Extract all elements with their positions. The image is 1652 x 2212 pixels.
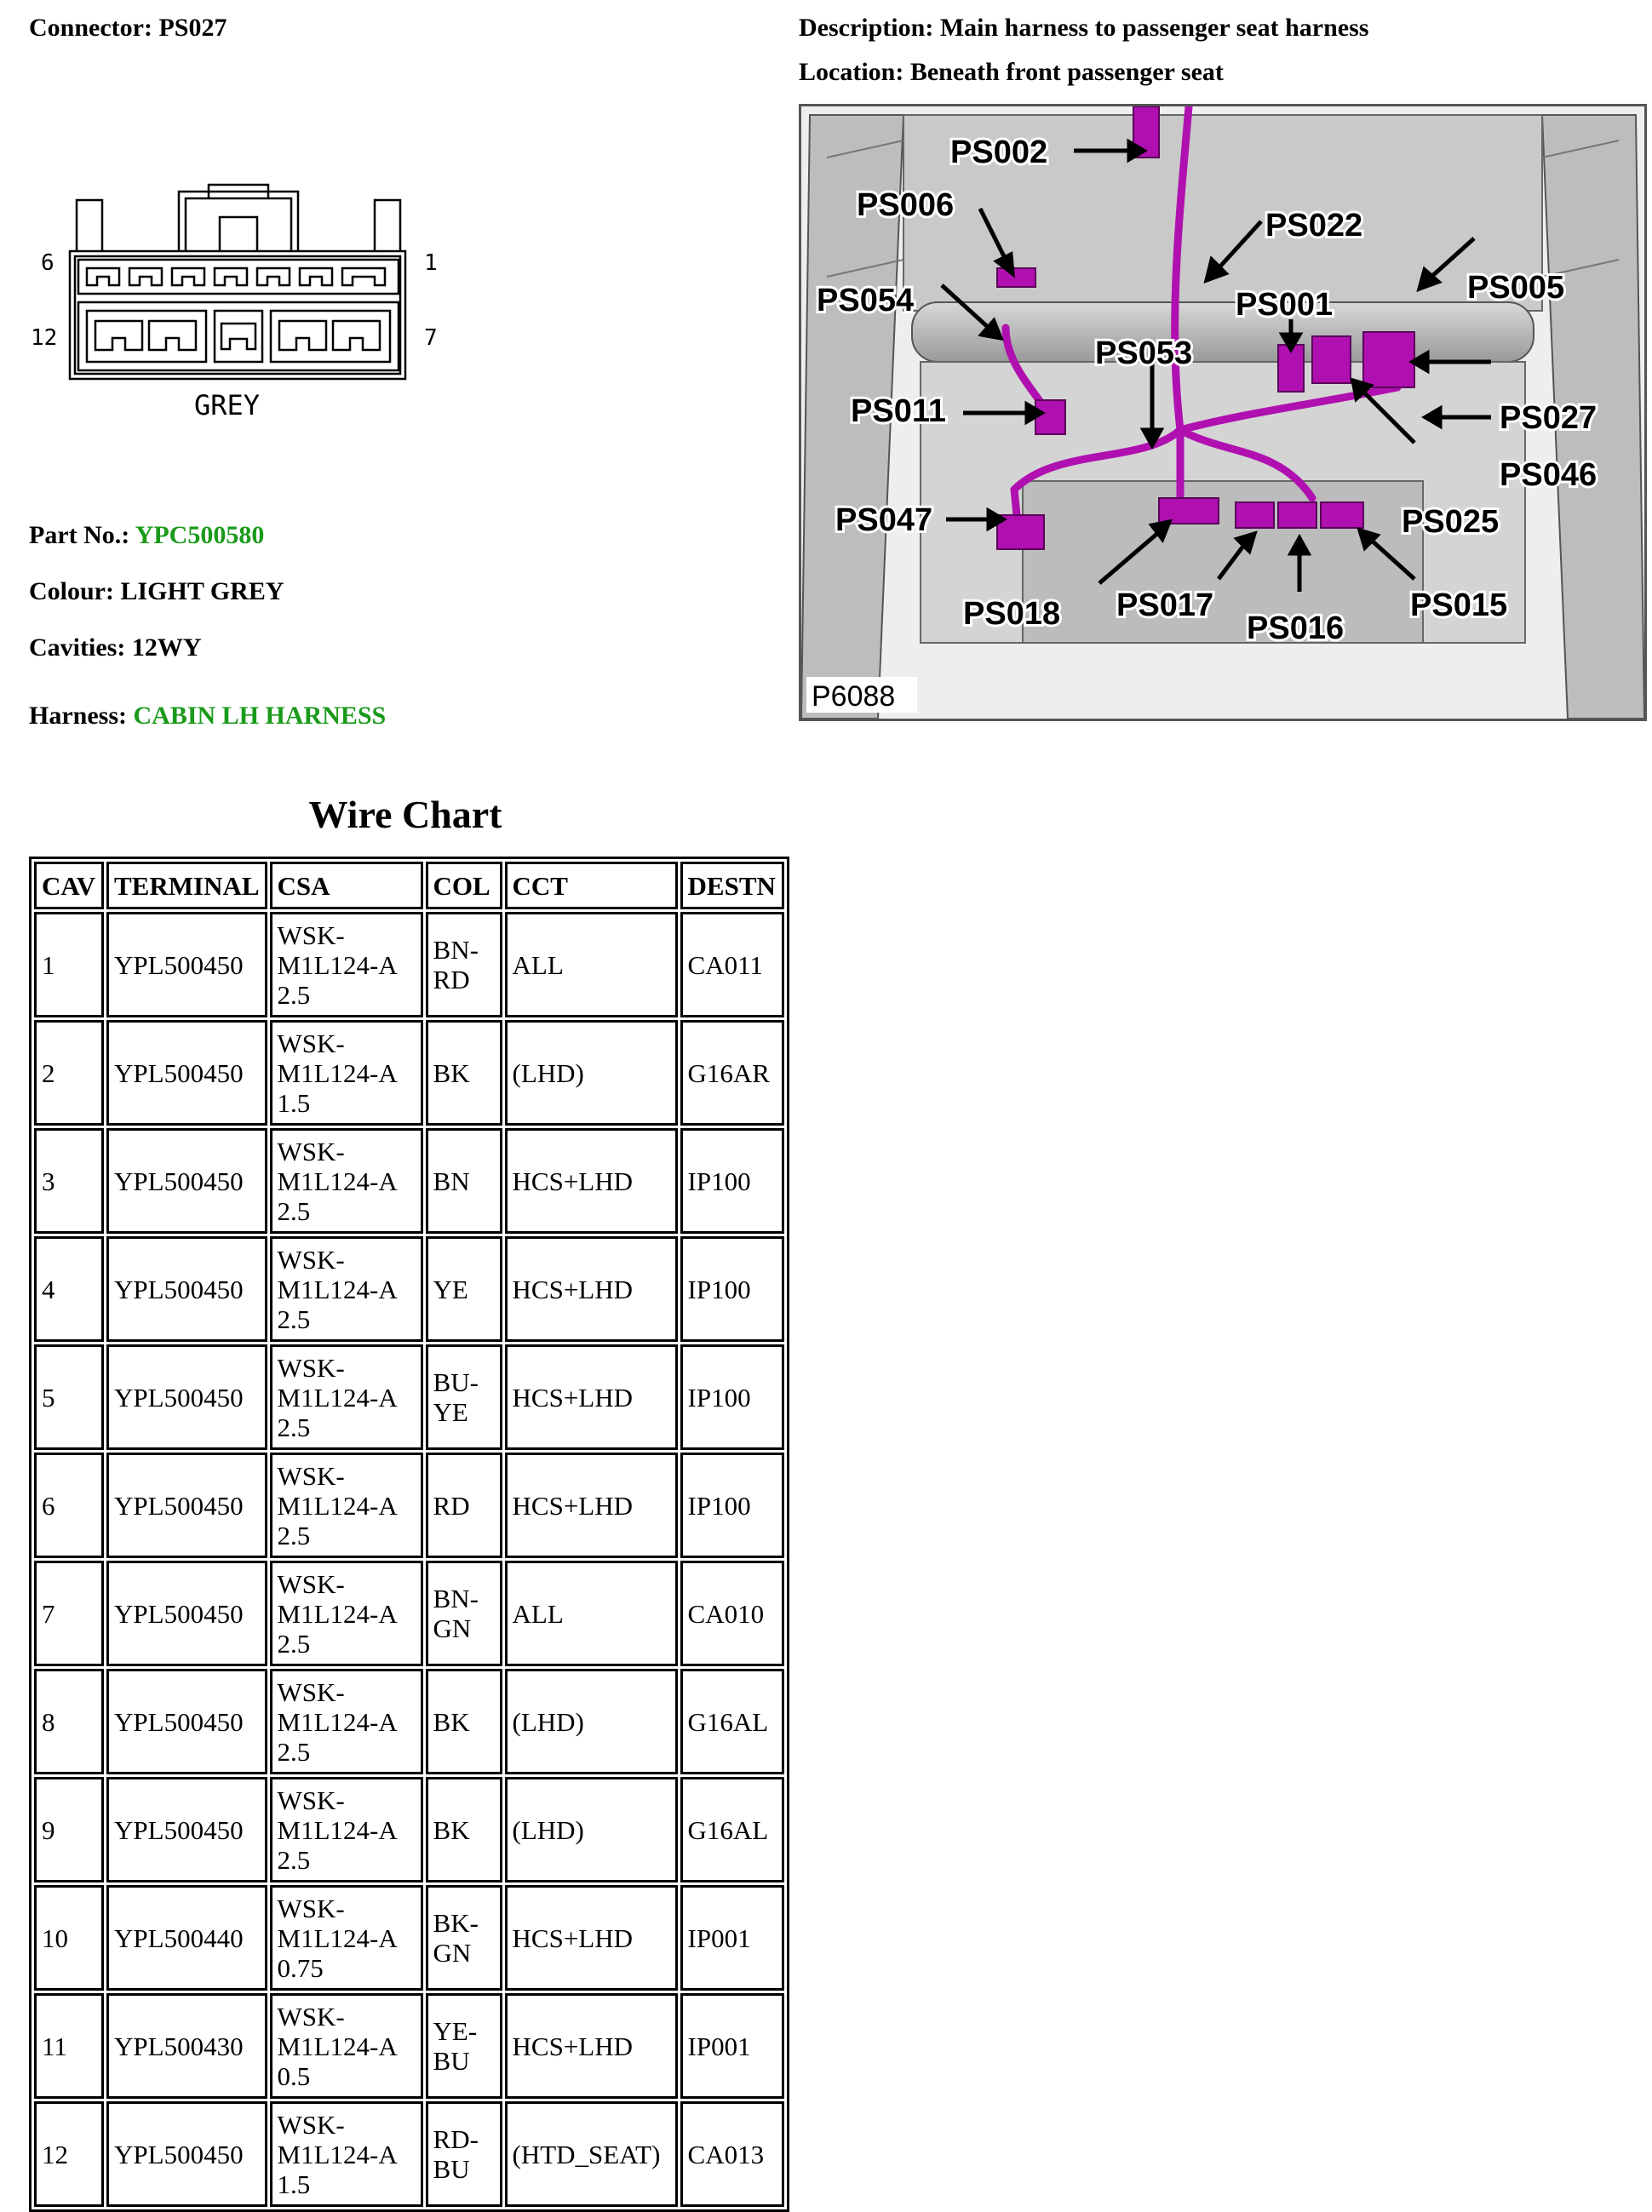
cell-terminal: YPL500450 bbox=[106, 1344, 267, 1450]
cell-cct: ALL bbox=[505, 1561, 678, 1666]
csa-line: WSK- bbox=[277, 1244, 345, 1275]
cell-col bbox=[426, 1020, 502, 1126]
cell-terminal: YPL500450 bbox=[106, 1453, 267, 1558]
cell-cct: (LHD) bbox=[505, 1669, 678, 1774]
callout-ps016: PS016 bbox=[1247, 610, 1345, 646]
pin-label-1: 1 bbox=[424, 250, 438, 276]
cell-col bbox=[426, 1128, 502, 1234]
cell-cct: (LHD) bbox=[505, 1020, 678, 1126]
csa-line: WSK- bbox=[277, 1676, 345, 1707]
csa-line: M1L124-A bbox=[277, 1598, 398, 1629]
description-heading bbox=[799, 14, 1368, 43]
cell-cav: 2 bbox=[34, 1020, 104, 1126]
csa-line: 2.5 bbox=[277, 979, 311, 1010]
header-cav: CAV bbox=[34, 862, 104, 909]
csa-line: WSK- bbox=[277, 1785, 345, 1815]
callout-ps046: PS046 bbox=[1500, 457, 1598, 493]
table-row bbox=[34, 1777, 784, 1882]
table-row bbox=[34, 912, 784, 1017]
cell-cct: (LHD) bbox=[505, 1777, 678, 1882]
csa-line: WSK- bbox=[277, 1136, 345, 1166]
callout-ps054: PS054 bbox=[817, 283, 915, 318]
wire-chart-body bbox=[34, 912, 784, 2207]
callout-ps011: PS011 bbox=[851, 393, 946, 429]
col-line: BU bbox=[433, 2046, 470, 2076]
cell-col bbox=[426, 1993, 502, 2099]
pin-label-7: 7 bbox=[424, 325, 438, 351]
callout-ps018: PS018 bbox=[963, 596, 1061, 632]
part-no-line bbox=[29, 521, 264, 550]
connector-id: PS027 bbox=[158, 14, 227, 42]
table-row bbox=[34, 1020, 784, 1126]
colour-line bbox=[29, 577, 284, 606]
csa-line: 1.5 bbox=[277, 2169, 311, 2199]
csa-line: M1L124-A bbox=[277, 2031, 398, 2061]
cell-destn: IP100 bbox=[680, 1236, 784, 1342]
table-row bbox=[34, 1453, 784, 1558]
pin-label-6: 6 bbox=[41, 250, 54, 276]
cell-col bbox=[426, 912, 502, 1017]
cell-cav: 10 bbox=[34, 1885, 104, 1991]
pin-label-12: 12 bbox=[31, 325, 58, 351]
csa-line: M1L124-A bbox=[277, 949, 398, 980]
csa-line: WSK- bbox=[277, 2001, 345, 2031]
cell-cav: 1 bbox=[34, 912, 104, 1017]
table-row bbox=[34, 2101, 784, 2207]
csa-line: WSK- bbox=[277, 1893, 345, 1923]
cell-cct: HCS+LHD bbox=[505, 1128, 678, 1234]
col-line: YE bbox=[433, 1397, 468, 1427]
cell-cct: HCS+LHD bbox=[505, 1344, 678, 1450]
harness-label: Harness: bbox=[29, 702, 127, 730]
col-line: BK bbox=[433, 1706, 470, 1737]
cell-destn: IP100 bbox=[680, 1453, 784, 1558]
col-line: BN- bbox=[433, 1584, 479, 1613]
cell-cav: 9 bbox=[34, 1777, 104, 1882]
cell-terminal: YPL500450 bbox=[106, 1561, 267, 1666]
cavities-line bbox=[29, 633, 201, 662]
csa-line: 2.5 bbox=[277, 1304, 311, 1334]
cell-col bbox=[426, 1236, 502, 1342]
location-heading bbox=[799, 58, 1224, 87]
cell-cav: 6 bbox=[34, 1453, 104, 1558]
callout-ps047: PS047 bbox=[835, 502, 933, 538]
cell-col bbox=[426, 1885, 502, 1991]
cell-col bbox=[426, 1561, 502, 1666]
csa-line: WSK- bbox=[277, 920, 345, 950]
cell-terminal: YPL500450 bbox=[106, 1669, 267, 1774]
cell-destn: IP001 bbox=[680, 1885, 784, 1991]
table-row bbox=[34, 1344, 784, 1450]
cell-terminal: YPL500450 bbox=[106, 1020, 267, 1126]
csa-line: M1L124-A bbox=[277, 1923, 398, 1953]
csa-line: 0.5 bbox=[277, 2060, 311, 2091]
connector-label: Connector: bbox=[29, 14, 152, 42]
cell-destn: G16AL bbox=[680, 1777, 784, 1882]
cell-cct: HCS+LHD bbox=[505, 1993, 678, 2099]
cavities-value: 12WY bbox=[131, 633, 202, 662]
header-csa: CSA bbox=[270, 862, 423, 909]
cavities-label: Cavities: bbox=[29, 633, 126, 662]
header-destn: DESTN bbox=[680, 862, 784, 909]
harness-line bbox=[29, 702, 386, 731]
callout-ps001: PS001 bbox=[1236, 287, 1334, 323]
callout-ps005: PS005 bbox=[1467, 270, 1565, 306]
col-line: BK- bbox=[433, 1908, 479, 1938]
cell-col bbox=[426, 1453, 502, 1558]
location-label: Location: bbox=[799, 58, 904, 86]
cell-terminal: YPL500450 bbox=[106, 1777, 267, 1882]
col-line: BN- bbox=[433, 935, 479, 965]
csa-line: 2.5 bbox=[277, 1844, 311, 1875]
cell-csa bbox=[270, 1993, 423, 2099]
harness-link[interactable]: CABIN LH HARNESS bbox=[133, 702, 387, 730]
col-line: YE bbox=[433, 1274, 468, 1304]
col-line: BU- bbox=[433, 1367, 479, 1397]
wire-chart-table bbox=[29, 857, 789, 2212]
table-row bbox=[34, 1993, 784, 2099]
col-line: GN bbox=[433, 1613, 472, 1643]
cell-csa bbox=[270, 1236, 423, 1342]
wire-chart-header-row bbox=[34, 862, 784, 909]
cell-csa bbox=[270, 1885, 423, 1991]
cell-destn: CA011 bbox=[680, 912, 784, 1017]
csa-line: WSK- bbox=[277, 1568, 345, 1599]
cell-cav: 7 bbox=[34, 1561, 104, 1666]
cell-cav: 5 bbox=[34, 1344, 104, 1450]
cell-destn: IP100 bbox=[680, 1128, 784, 1234]
table-row bbox=[34, 1128, 784, 1234]
cell-destn: G16AL bbox=[680, 1669, 784, 1774]
col-line: BK bbox=[433, 1814, 470, 1845]
colour-label: Colour: bbox=[29, 577, 114, 605]
connector-heading bbox=[29, 14, 227, 43]
table-row bbox=[34, 1561, 784, 1666]
part-no-link[interactable]: YPC500580 bbox=[135, 521, 265, 549]
cell-cav: 11 bbox=[34, 1993, 104, 2099]
cell-terminal: YPL500440 bbox=[106, 1885, 267, 1991]
cell-destn: IP100 bbox=[680, 1344, 784, 1450]
csa-line: 2.5 bbox=[277, 1520, 311, 1550]
col-line: GN bbox=[433, 1938, 472, 1968]
cell-col bbox=[426, 1777, 502, 1882]
callout-ps025: PS025 bbox=[1402, 504, 1500, 540]
csa-line: M1L124-A bbox=[277, 1382, 398, 1413]
csa-line: WSK- bbox=[277, 1352, 345, 1383]
col-line: BN bbox=[433, 1166, 470, 1196]
cell-cav: 4 bbox=[34, 1236, 104, 1342]
cell-cav: 12 bbox=[34, 2101, 104, 2207]
callout-ps002: PS002 bbox=[950, 135, 1048, 170]
cell-destn: G16AR bbox=[680, 1020, 784, 1126]
cell-csa bbox=[270, 1344, 423, 1450]
cell-destn: CA010 bbox=[680, 1561, 784, 1666]
callout-ps027: PS027 bbox=[1500, 400, 1598, 436]
header-col: COL bbox=[426, 862, 502, 909]
location-photo bbox=[799, 104, 1647, 721]
part-no-label: Part No.: bbox=[29, 521, 130, 549]
header-terminal: TERMINAL bbox=[106, 862, 267, 909]
csa-line: WSK- bbox=[277, 2109, 345, 2140]
csa-line: M1L124-A bbox=[277, 1166, 398, 1196]
col-line: RD- bbox=[433, 2124, 479, 2154]
cell-cct: ALL bbox=[505, 912, 678, 1017]
location-value: Beneath front passenger seat bbox=[909, 58, 1224, 86]
csa-line: WSK- bbox=[277, 1460, 345, 1491]
cell-csa bbox=[270, 1561, 423, 1666]
col-line: YE- bbox=[433, 2016, 478, 2046]
cell-csa bbox=[270, 1453, 423, 1558]
col-line: RD bbox=[433, 965, 470, 994]
csa-line: M1L124-A bbox=[277, 1706, 398, 1737]
cell-csa bbox=[270, 1669, 423, 1774]
cell-col bbox=[426, 1344, 502, 1450]
cell-cct: (HTD_SEAT) bbox=[505, 2101, 678, 2207]
csa-line: M1L124-A bbox=[277, 1490, 398, 1521]
cell-terminal: YPL500450 bbox=[106, 912, 267, 1017]
cell-terminal: YPL500450 bbox=[106, 2101, 267, 2207]
cell-csa bbox=[270, 1128, 423, 1234]
col-line: BU bbox=[433, 2154, 470, 2184]
csa-line: M1L124-A bbox=[277, 1057, 398, 1088]
csa-line: 2.5 bbox=[277, 1412, 311, 1442]
callout-ps022: PS022 bbox=[1265, 208, 1363, 244]
cell-destn: IP001 bbox=[680, 1993, 784, 2099]
csa-line: 2.5 bbox=[277, 1195, 311, 1226]
figure-id: P6088 bbox=[812, 680, 896, 713]
connector-face-diagram bbox=[26, 175, 451, 430]
csa-line: M1L124-A bbox=[277, 1814, 398, 1845]
colour-value: LIGHT GREY bbox=[120, 577, 284, 605]
col-line: BK bbox=[433, 1057, 470, 1088]
description-value: Main harness to passenger seat harness bbox=[939, 14, 1369, 42]
housing-colour-label: GREY bbox=[194, 389, 261, 421]
cell-cct: HCS+LHD bbox=[505, 1453, 678, 1558]
callout-ps053: PS053 bbox=[1095, 335, 1193, 371]
callout-ps017: PS017 bbox=[1116, 587, 1214, 623]
description-label: Description: bbox=[799, 14, 934, 42]
cell-cct: HCS+LHD bbox=[505, 1236, 678, 1342]
cell-csa bbox=[270, 912, 423, 1017]
cell-csa bbox=[270, 1777, 423, 1882]
cell-cct: HCS+LHD bbox=[505, 1885, 678, 1991]
csa-line: 0.75 bbox=[277, 1952, 324, 1983]
cell-csa bbox=[270, 1020, 423, 1126]
cell-cav: 3 bbox=[34, 1128, 104, 1234]
cell-terminal: YPL500430 bbox=[106, 1993, 267, 2099]
csa-line: WSK- bbox=[277, 1028, 345, 1058]
seat-illustration bbox=[801, 106, 1644, 719]
csa-line: M1L124-A bbox=[277, 1274, 398, 1304]
cell-col bbox=[426, 2101, 502, 2207]
cell-cav: 8 bbox=[34, 1669, 104, 1774]
csa-line: 2.5 bbox=[277, 1628, 311, 1659]
table-row bbox=[34, 1669, 784, 1774]
cell-terminal: YPL500450 bbox=[106, 1236, 267, 1342]
cell-csa bbox=[270, 2101, 423, 2207]
csa-line: 1.5 bbox=[277, 1087, 311, 1118]
cell-destn: CA013 bbox=[680, 2101, 784, 2207]
callout-ps015: PS015 bbox=[1410, 587, 1508, 623]
cell-col bbox=[426, 1669, 502, 1774]
csa-line: 2.5 bbox=[277, 1736, 311, 1767]
col-line: RD bbox=[433, 1490, 470, 1521]
callout-ps006: PS006 bbox=[857, 187, 955, 223]
table-row bbox=[34, 1885, 784, 1991]
csa-line: M1L124-A bbox=[277, 2139, 398, 2169]
header-cct: CCT bbox=[505, 862, 678, 909]
wire-chart-title: Wire Chart bbox=[308, 793, 502, 836]
table-row bbox=[34, 1236, 784, 1342]
cell-terminal: YPL500450 bbox=[106, 1128, 267, 1234]
